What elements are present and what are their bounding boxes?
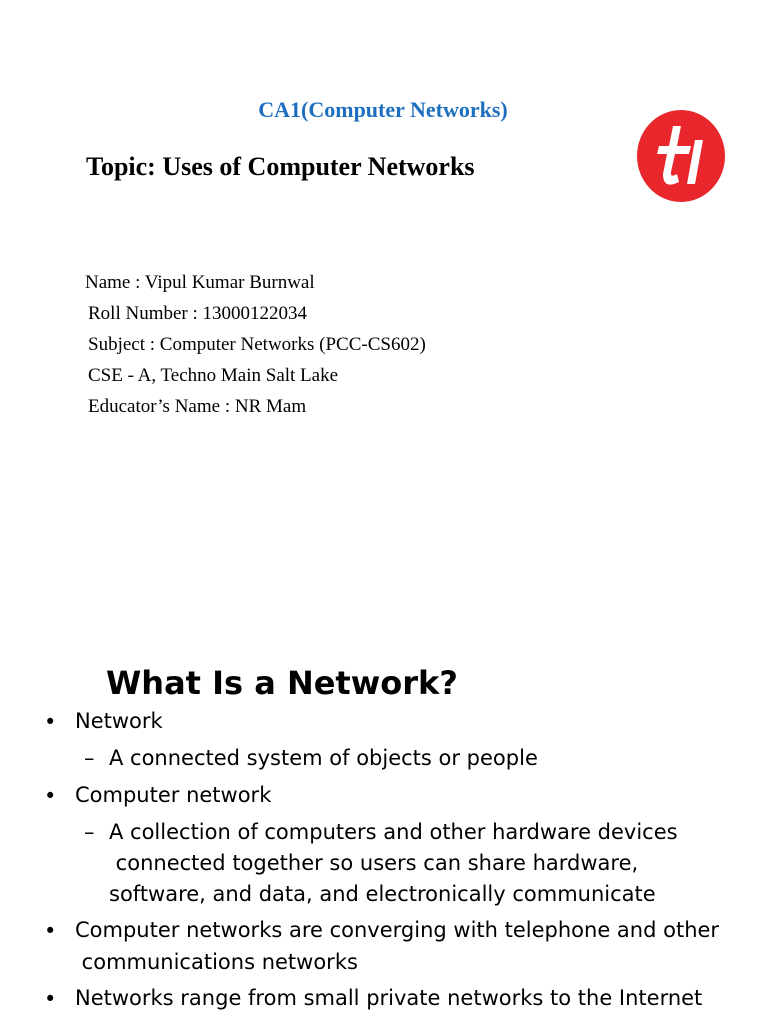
bullet-item: Network	[75, 709, 163, 733]
info-educator: Educator’s Name : NR Mam	[88, 396, 307, 417]
info-department: CSE - A, Techno Main Salt Lake	[88, 365, 339, 386]
sub-bullet-continuation: connected together so users can share hardware,	[109, 851, 639, 875]
sub-bullet-item: A collection of computers and other hardware devices	[109, 820, 678, 844]
bullet-item: Networks range from small private networks to the Internet	[75, 986, 703, 1010]
bullet-marker: •	[44, 784, 57, 808]
bullet-marker: •	[44, 919, 57, 943]
bullet-marker: •	[44, 710, 57, 734]
bullet-item: Computer networks are converging with telephone and other	[75, 918, 720, 942]
sub-bullet-item: A connected system of objects or people	[109, 746, 538, 770]
slide-title: What Is a Network?	[106, 664, 458, 702]
info-roll-number: Roll Number : 13000122034	[88, 303, 308, 324]
sub-bullet-continuation: software, and data, and electronically communicate	[109, 882, 656, 906]
slide-title: CA1(Computer Networks)	[258, 97, 508, 122]
techno-logo-icon	[637, 110, 725, 202]
sub-bullet-marker: –	[84, 820, 95, 844]
bullet-continuation: communications networks	[75, 950, 358, 974]
info-name: Name : Vipul Kumar Burnwal	[85, 272, 315, 293]
info-subject: Subject : Computer Networks (PCC-CS602)	[88, 334, 426, 355]
topic-heading: Topic: Uses of Computer Networks	[86, 152, 475, 181]
sub-bullet-marker: –	[84, 746, 95, 770]
bullet-item: Computer network	[75, 783, 272, 807]
bullet-marker: •	[44, 987, 57, 1011]
